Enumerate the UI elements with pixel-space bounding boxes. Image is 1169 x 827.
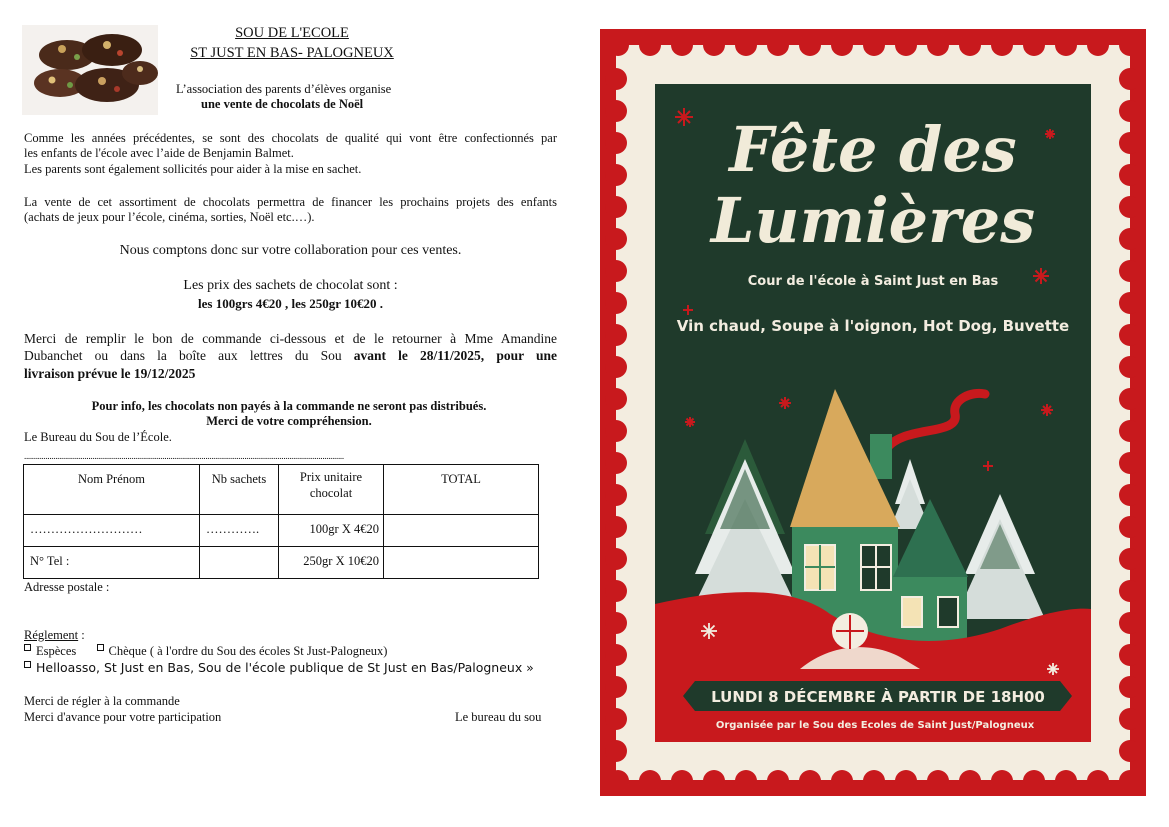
phone-field[interactable]: N° Tel : bbox=[30, 554, 70, 568]
poster-artwork bbox=[600, 29, 1146, 796]
poster-organizer: Organisée par le Sou des Ecoles de Saint Just/Palogneux bbox=[715, 720, 1035, 731]
quantity-250g-field[interactable] bbox=[200, 547, 278, 559]
option-cash-label: Espèces bbox=[36, 644, 77, 658]
chocolate-photo bbox=[22, 25, 158, 115]
table-row bbox=[24, 515, 539, 547]
header-unit-price bbox=[279, 465, 383, 507]
paragraph-1-line1: Comme les années précédentes, se sont des chocolats de qualité qui vont être confectionnés par bbox=[24, 131, 557, 145]
payment-colon: : bbox=[78, 628, 85, 642]
paragraph-2-line2: (achats de jeux pour l’école, cinéma, sorties, Noël etc.…). bbox=[24, 210, 315, 224]
org-title-line1: SOU DE L'ECOLE bbox=[235, 25, 349, 41]
table-row bbox=[24, 547, 539, 579]
flyer-left-page bbox=[0, 0, 580, 827]
table-header-row bbox=[24, 465, 539, 515]
header-unit-price-l1: Prix unitaire bbox=[299, 470, 363, 484]
paragraph-1-line2: les enfants de l'école avec l’aide de Benjamin Balmet. bbox=[24, 146, 294, 160]
org-title-line2: ST JUST EN BAS- PALOGNEUX bbox=[190, 45, 394, 61]
collaboration-text: Nous comptons donc sur votre collaboration pour ces ventes. bbox=[119, 243, 462, 258]
postal-address-label: Adresse postale : bbox=[24, 580, 110, 594]
info-line2: Merci de votre compréhension. bbox=[206, 414, 372, 428]
order-deadline: avant le 28/11/2025, pour une bbox=[353, 348, 557, 363]
poster-title-line1: Fête des bbox=[729, 113, 1017, 186]
header-total: TOTAL bbox=[441, 472, 481, 486]
prices-intro: Les prix des sachets de chocolat sont : bbox=[183, 278, 398, 293]
total-250g-field[interactable] bbox=[384, 547, 538, 559]
signoff-text: Le bureau du sou bbox=[455, 710, 542, 724]
price-100g: 100gr X 4€20 bbox=[309, 522, 379, 536]
bureau-signature: Le Bureau du Sou de l’École. bbox=[24, 430, 172, 444]
paragraph-1-line3: Les parents sont également sollicités pour aider à la mise en sachet. bbox=[24, 162, 362, 176]
checkbox-helloasso[interactable] bbox=[24, 661, 31, 668]
header-quantity: Nb sachets bbox=[211, 472, 267, 486]
total-100g-field[interactable] bbox=[384, 515, 538, 527]
payment-online-row bbox=[24, 660, 534, 676]
payment-label: Réglement bbox=[24, 628, 79, 642]
payment-heading bbox=[24, 628, 85, 644]
order-form-table bbox=[23, 464, 539, 579]
header-unit-price-l2: chocolat bbox=[309, 486, 353, 500]
header-name: Nom Prénom bbox=[77, 472, 145, 486]
intro-line2: une vente de chocolats de Noël bbox=[201, 97, 364, 111]
poster-date: LUNDI 8 DÉCEMBRE À PARTIR DE 18H00 bbox=[711, 688, 1045, 706]
poster-offers: Vin chaud, Soupe à l'oignon, Hot Dog, Buvette bbox=[676, 317, 1070, 335]
event-poster bbox=[600, 29, 1146, 796]
paragraph-2-line1: La vente de cet assortiment de chocolats permettra de financer les prochains projets des enfants bbox=[24, 195, 557, 209]
poster-title-line2: Lumières bbox=[710, 184, 1036, 257]
info-line1: Pour info, les chocolats non payés à la commande ne seront pas distribués. bbox=[91, 399, 487, 413]
intro-line1: L’association des parents d’élèves organise bbox=[176, 82, 392, 96]
delivery-date: livraison prévue le 19/12/2025 bbox=[24, 366, 196, 381]
order-instructions-line2 bbox=[24, 348, 557, 364]
poster-location: Cour de l'école à Saint Just en Bas bbox=[747, 274, 999, 289]
option-check-label: Chèque ( à l'ordre du Sou des écoles St Just-Palogneux) bbox=[108, 644, 388, 658]
dotted-separator: .................................................................................................................................................................... bbox=[24, 451, 344, 461]
price-250g: 250gr X 10€20 bbox=[303, 554, 379, 568]
payment-note: Merci de régler à la commande bbox=[24, 694, 180, 708]
name-field[interactable]: ……………………… bbox=[30, 522, 143, 536]
option-helloasso-label: Helloasso, St Just en Bas, Sou de l'école publique de St Just en Bas/Palogneux » bbox=[36, 660, 534, 675]
checkbox-cash[interactable] bbox=[24, 644, 31, 651]
order-instructions-line1: Merci de remplir le bon de commande ci-dessous et de le retourner à Mme Amandine bbox=[24, 331, 557, 346]
quantity-100g-field[interactable]: …………. bbox=[206, 522, 260, 536]
order-instructions-line2-a: Dubanchet ou dans la boîte aux lettres du Sou bbox=[24, 348, 354, 363]
prices-text: les 100grs 4€20 , les 250gr 10€20 . bbox=[198, 296, 383, 311]
checkbox-check[interactable] bbox=[97, 644, 104, 651]
thanks-text: Merci d'avance pour votre participation bbox=[24, 710, 222, 724]
payment-options-row bbox=[24, 644, 387, 660]
